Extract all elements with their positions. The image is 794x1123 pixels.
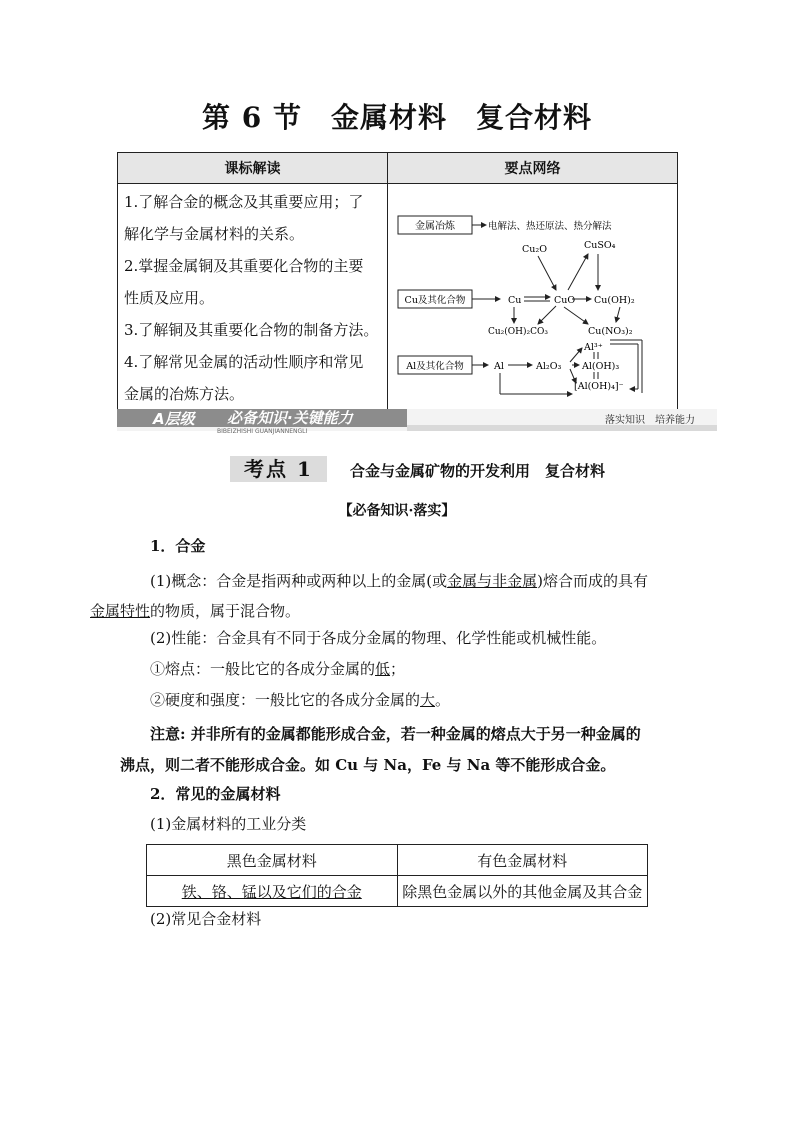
node-al: Al [494, 361, 504, 372]
banner-pinyin: BIBEIZHISHI GUANJIANNENGLI [217, 428, 308, 435]
paragraph-common-alloys: (2)常见合金材料 [150, 910, 262, 928]
header-ferrous: 黑色金属材料 [147, 845, 398, 876]
smelting-methods: 电解法、热还原法、热分解法 [488, 221, 612, 232]
cell-nonferrous: 除黑色金属以外的其他金属及其合金 [397, 876, 648, 907]
underlined-answer: 大 [420, 691, 436, 709]
node-al2o3: Al₂O₃ [536, 361, 562, 372]
text: 的物质，属于混合物。 [150, 602, 301, 620]
subheading: 【必备知识·落实】 [338, 503, 456, 519]
paragraph-hardness [120, 689, 680, 711]
objective-line: 3.了解铜及其重要化合物的制备方法。 [124, 321, 379, 339]
network-header: 要点网络 [388, 153, 678, 184]
intro-table [117, 152, 678, 411]
objective-line: 金属的冶炼方法。 [124, 385, 245, 403]
section-1-heading: 1．合金 [150, 537, 206, 555]
node-cuso4: CuSO₄ [584, 240, 616, 251]
text: )熔合而成的具有 [537, 572, 648, 590]
kaodian-label: 考点 1 [230, 456, 327, 482]
node-cu2o: Cu₂O [522, 244, 547, 255]
knowledge-network-diagram [388, 184, 676, 406]
node-cu: Cu [508, 295, 522, 306]
paragraph-melting-point [120, 658, 680, 680]
objective-line: 解化学与金属材料的关系。 [124, 225, 305, 243]
note-line: 沸点，则二者不能形成合金。如 Cu 与 Na，Fe 与 Na 等不能形成合金。 [120, 756, 616, 774]
cell-ferrous: 铁、铬、锰以及它们的合金 [147, 876, 398, 907]
text: (1)概念：合金是指两种或两种以上的金属(或 [150, 572, 448, 590]
text: ②硬度和强度：一般比它的各成分金属的 [150, 691, 421, 709]
note-line: 注意: 并非所有的金属都能形成合金，若一种金属的熔点大于另一种金属的 [150, 725, 641, 743]
paragraph-classification: (1)金属材料的工业分类 [150, 815, 307, 833]
section-banner [117, 407, 717, 435]
objective-line: 性质及应用。 [124, 289, 215, 307]
node-cuoh2: Cu(OH)₂ [594, 295, 635, 306]
node-cu2oh2co3: Cu₂(OH)₂CO₃ [488, 327, 549, 337]
note-paragraph [120, 719, 680, 781]
node-al3: Al³⁺ [584, 342, 603, 353]
text: 。 [435, 691, 451, 709]
underlined-answer: 金属特性 [90, 602, 151, 620]
objective-line: 2.掌握金属铜及其重要化合物的主要 [124, 257, 364, 275]
kaodian-heading [230, 456, 605, 482]
metal-classification-table [146, 844, 648, 907]
objective-line: 4.了解常见金属的活动性顺序和常见 [124, 353, 364, 371]
underlined-answer: 低 [375, 660, 391, 678]
underlined-answer: 金属与非金属 [447, 572, 538, 590]
network-cell [388, 184, 678, 411]
kaodian-text: 合金与金属矿物的开发利用 复合材料 [349, 462, 605, 480]
node-cuo: CuO [554, 295, 576, 306]
box-copper: Cu及其化合物 [404, 295, 466, 306]
objectives-cell [118, 184, 388, 411]
section-2-heading: 2．常见的金属材料 [150, 785, 281, 803]
node-aloh4: [Al(OH)₄]⁻ [574, 381, 624, 392]
text: ； [390, 660, 406, 678]
paragraph-concept [90, 566, 680, 626]
node-cuno3: Cu(NO₃)₂ [588, 326, 633, 337]
node-aloh3: Al(OH)₃ [582, 361, 620, 372]
level-label: A层级 [153, 410, 195, 428]
banner-right-text: 落实知识 培养能力 [605, 415, 695, 426]
objective-line: 1.了解合金的概念及其重要应用；了 [124, 193, 364, 211]
banner-title: 必备知识·关键能力 [227, 409, 353, 427]
box-metal-smelting: 金属冶炼 [415, 221, 455, 232]
objectives-header: 课标解读 [118, 153, 388, 184]
text: ①熔点：一般比它的各成分金属的 [150, 660, 376, 678]
box-aluminum: Al及其化合物 [406, 361, 464, 372]
page-title: 第 6 节 金属材料 复合材料 [202, 101, 592, 134]
header-nonferrous: 有色金属材料 [397, 845, 648, 876]
paragraph-property: (2)性能：合金具有不同于各成分金属的物理、化学性能或机械性能。 [150, 629, 607, 647]
